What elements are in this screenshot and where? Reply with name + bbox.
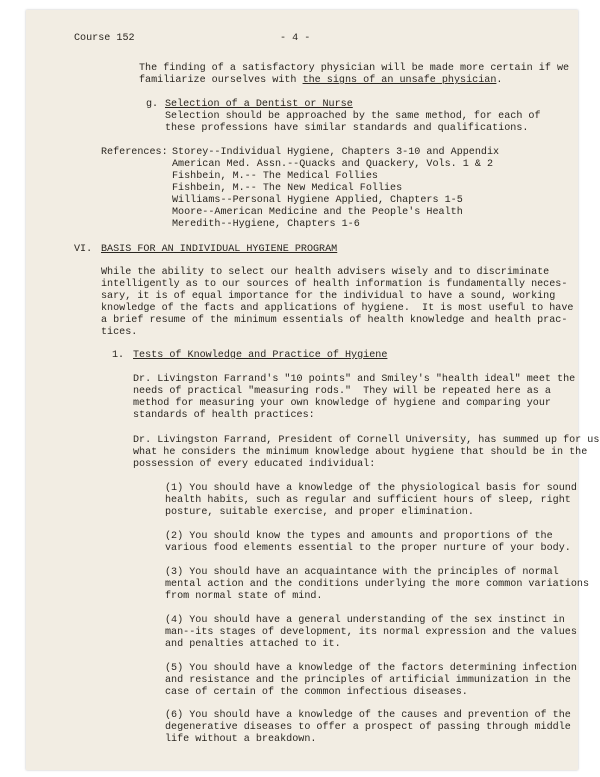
subsection-1-para1-line: standards of health practices:: [133, 410, 315, 421]
point-4-line: man--its stages of development, its normal expression and the values: [165, 627, 577, 638]
reference-item: American Med. Assn.--Quacks and Quackery, Vols. 1 & 2: [172, 159, 494, 170]
point-3-line: from normal state of mind.: [165, 591, 323, 602]
point-5-line: case of certain of the common infectious diseases.: [165, 687, 468, 698]
document-page: [26, 10, 600, 770]
point-6-line: life without a breakdown.: [165, 734, 317, 745]
intro-line-2-prefix: familiarize ourselves with: [139, 75, 297, 86]
subsection-1-title: Tests of Knowledge and Practice of Hygiene: [133, 350, 388, 361]
intro-line-1: The finding of a satisfactory physician will be made more certain if we: [139, 63, 570, 74]
subsection-1-para1-line: method for measuring your own knowledge of hygiene and comparing your: [133, 398, 551, 409]
point-4-line: (4) You should have a general understanding of the sex instinct in: [165, 615, 565, 626]
intro-line-2-suffix: .: [496, 75, 503, 86]
subsection-1-para2-line: what he considers the minimum knowledge about hygiene that should be in the: [133, 447, 588, 458]
subsection-1-para1-line: needs of practical "measuring rods." They will be repeated here as a: [133, 386, 551, 397]
section-vi-paragraph-line: intelligently as to our sources of health information is fundamentally neces-: [101, 279, 568, 290]
subsection-1-label: 1.: [112, 350, 125, 361]
point-4-line: and penalties attached to it.: [165, 639, 341, 650]
section-g-label: g.: [146, 99, 159, 110]
point-1-line: (1) You should have a knowledge of the physiological basis for sound: [165, 483, 577, 494]
point-2-line: (2) You should know the types and amounts and proportions of the: [165, 531, 553, 542]
point-2-line: various food elements essential to the proper nurture of your body.: [165, 543, 571, 554]
subsection-1-para1-line: Dr. Livingston Farrand's "10 points" and Smiley's "health ideal" meet the: [133, 374, 576, 385]
point-1-line: health habits, such as regular and sufficient hours of sleep, right: [165, 495, 571, 506]
page-number: - 4 -: [280, 33, 311, 44]
point-6-line: (6) You should have a knowledge of the causes and prevention of the: [165, 710, 571, 721]
intro-underlined-phrase: the signs of an unsafe physician: [302, 75, 497, 86]
point-3-line: (3) You should have an acquaintance with the principles of normal: [165, 567, 559, 578]
subsection-1-para2-line: possession of every educated individual:: [133, 459, 376, 470]
reference-item: Fishbein, M.-- The Medical Follies: [172, 171, 378, 182]
reference-item: Storey--Individual Hygiene, Chapters 3-10 and Appendix: [172, 147, 500, 158]
intro-line-2: [139, 75, 502, 87]
section-vi-paragraph-line: tices.: [101, 327, 138, 338]
section-vi-paragraph-line: a brief resume of the minimum essentials of health knowledge and health prac-: [101, 315, 568, 326]
section-g-line-2: these professions have similar standards and qualifications.: [165, 123, 529, 134]
point-5-line: and resistance and the principles of artificial immunization in the: [165, 675, 571, 686]
reference-item: Williams--Personal Hygiene Applied, Chapters 1-5: [172, 195, 463, 206]
subsection-1-para2-line: Dr. Livingston Farrand, President of Cornell University, has summed up for us: [133, 435, 600, 446]
point-6-line: degenerative diseases to offer a prospect of passing through middle: [165, 722, 571, 733]
section-vi-paragraph-line: sary, it is of equal importance for the individual to have a sound, working: [101, 291, 556, 302]
section-g-line-1: Selection should be approached by the same method, for each of: [165, 111, 541, 122]
point-1-line: posture, suitable exercise, and proper elimination.: [165, 507, 474, 518]
section-vi-paragraph-line: While the ability to select our health advisers wisely and to discriminate: [101, 267, 550, 278]
point-3-line: mental action and the conditions underlying the more common variations: [165, 579, 590, 590]
references-label: References:: [101, 147, 168, 158]
section-vi-title: BASIS FOR AN INDIVIDUAL HYGIENE PROGRAM: [101, 244, 338, 255]
reference-item: Moore--American Medicine and the People's Health: [172, 207, 463, 218]
section-vi-paragraph-line: knowledge of the facts and applications of hygiene. It is most useful to have: [101, 303, 574, 314]
reference-item: Fishbein, M.-- The New Medical Follies: [172, 183, 403, 194]
section-vi-label: VI.: [74, 244, 93, 255]
point-5-line: (5) You should have a knowledge of the factors determining infection: [165, 663, 577, 674]
course-label: Course 152: [74, 33, 135, 44]
reference-item: Meredith--Hygiene, Chapters 1-6: [172, 219, 360, 230]
section-g-title: Selection of a Dentist or Nurse: [165, 99, 353, 110]
